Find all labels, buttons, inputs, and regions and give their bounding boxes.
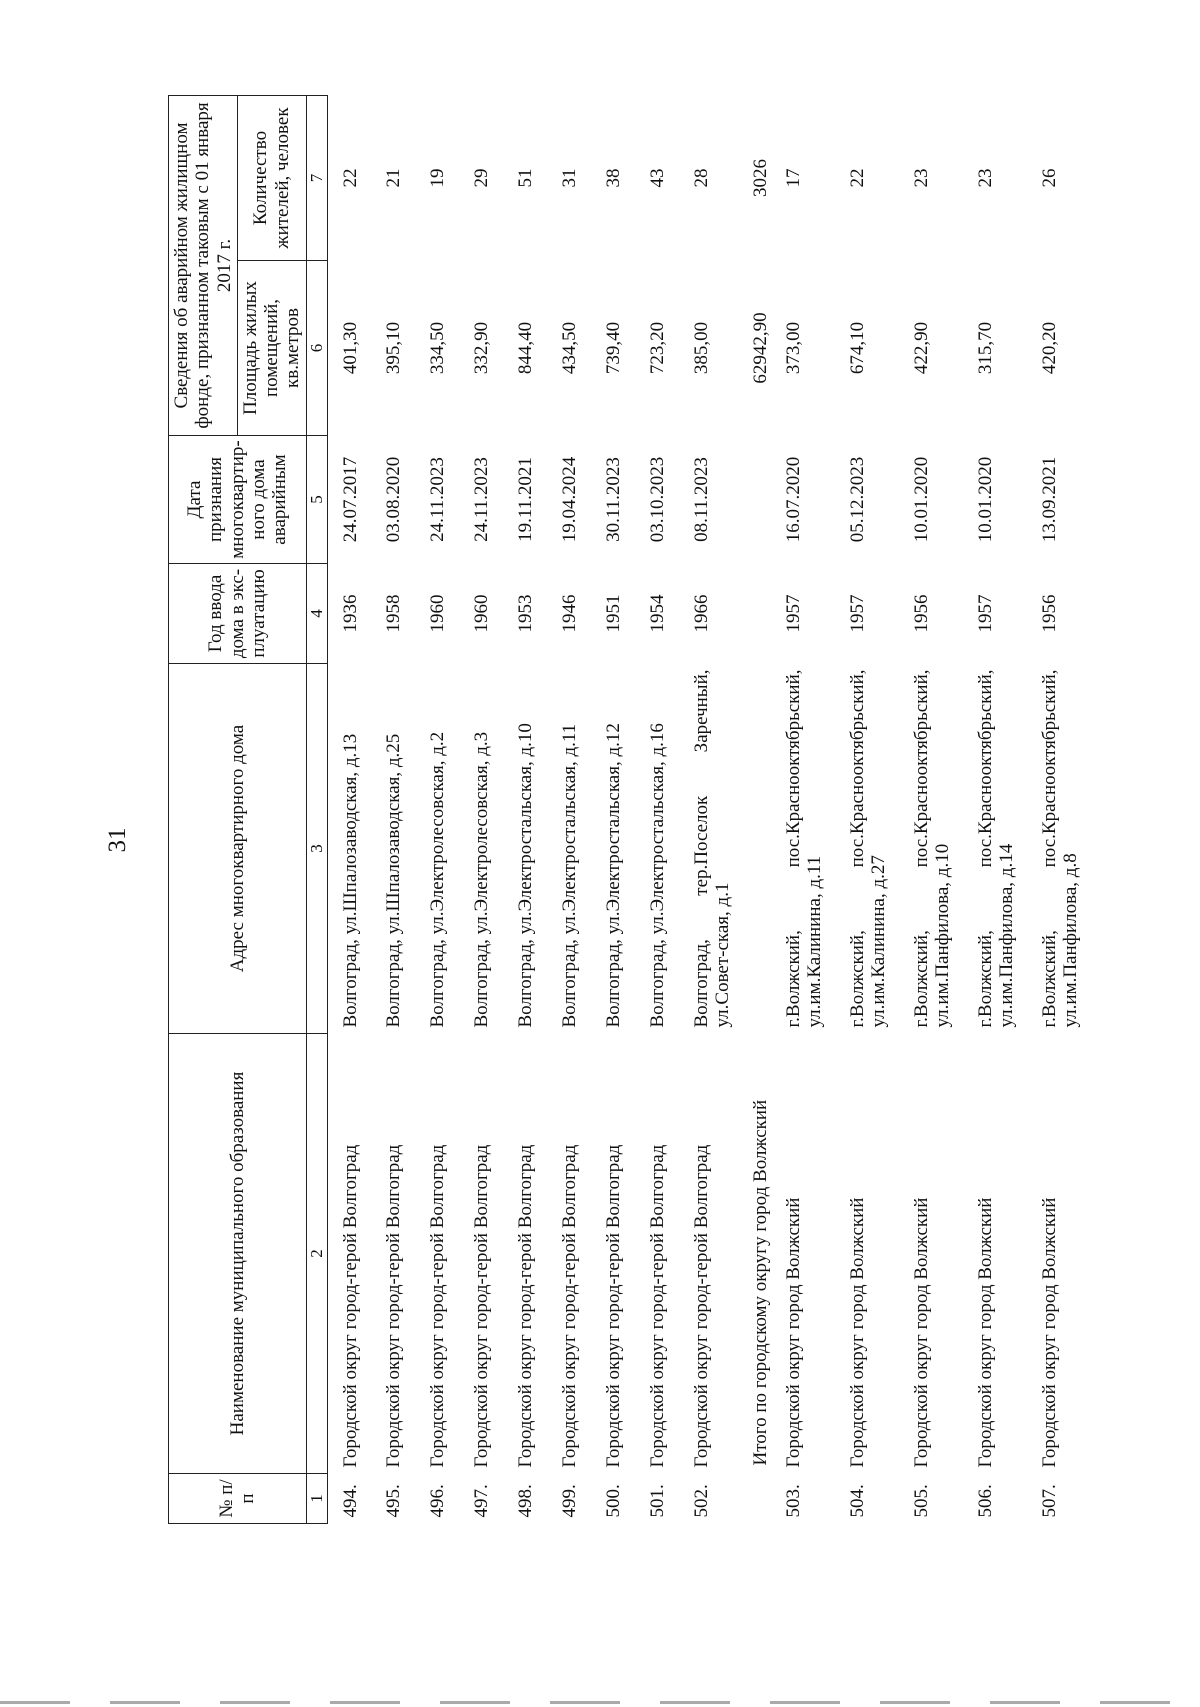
year-cell: 1958 <box>383 594 405 633</box>
people-cell: 26 <box>1038 168 1060 188</box>
area-cell: 401,30 <box>339 321 361 375</box>
date-cell: 19.04.2024 <box>559 456 581 543</box>
total-label: Итого по городскому округу город Волжский <box>749 1099 771 1466</box>
column-numbers-row <box>306 96 327 1524</box>
municipality-cell: Городской округ город-герой Волгоград <box>647 1144 669 1468</box>
row-number: 499. <box>559 1484 581 1518</box>
date-cell: 24.11.2023 <box>471 457 493 542</box>
area-cell: 420,20 <box>1038 321 1060 375</box>
year-cell: 1960 <box>471 594 493 633</box>
row-number: 504. <box>846 1484 868 1518</box>
scan-edge-artifact <box>0 1701 1200 1704</box>
header-date: Дата признания многоквартир-ного дома аварийным <box>169 436 307 564</box>
people-cell: 43 <box>647 168 669 188</box>
row-number: 506. <box>974 1484 996 1518</box>
date-cell: 24.11.2023 <box>427 457 449 542</box>
row-number: 498. <box>515 1484 537 1518</box>
table-header <box>169 96 328 1524</box>
column-number: 3 <box>306 664 327 1034</box>
row-number: 503. <box>782 1484 804 1518</box>
row-number: 497. <box>471 1484 493 1518</box>
people-cell: 17 <box>782 168 804 188</box>
row-number: 495. <box>383 1484 405 1518</box>
people-cell: 22 <box>339 168 361 188</box>
area-cell: 315,70 <box>974 321 996 375</box>
date-cell: 13.09.2021 <box>1038 456 1060 543</box>
year-cell: 1956 <box>910 594 932 633</box>
area-cell: 334,50 <box>427 321 449 375</box>
date-cell: 24.07.2017 <box>339 456 361 543</box>
table-row <box>371 96 415 1524</box>
rotated-table-container <box>168 96 1082 1524</box>
area-cell: 434,50 <box>559 321 581 375</box>
municipality-cell: Городской округ город-герой Волгоград <box>691 1144 713 1468</box>
year-cell: 1954 <box>647 594 669 633</box>
row-number: 507. <box>1038 1484 1060 1518</box>
municipality-cell: Городской округ город-герой Волгоград <box>603 1144 625 1468</box>
people-cell: 29 <box>471 168 493 188</box>
year-cell: 1951 <box>603 594 625 633</box>
date-cell: 05.12.2023 <box>846 456 868 543</box>
address-cell: Волгоград, ул.Электролесовская, д.2 <box>427 731 449 1028</box>
address-cell: г.Волжский, пос.Краснооктябрьский, ул.им.Панфилова, д.10 <box>910 669 954 1028</box>
table-row <box>771 96 835 1524</box>
date-cell: 03.10.2023 <box>647 456 669 543</box>
address-cell: Волгоград, ул.Электростальская, д.11 <box>559 723 581 1028</box>
header-people: Количество жителей, человек <box>237 96 306 261</box>
area-cell: 844,40 <box>515 321 537 375</box>
date-cell: 30.11.2023 <box>603 457 625 542</box>
area-cell: 385,00 <box>691 321 713 375</box>
table-row <box>679 96 734 1524</box>
table-row <box>835 96 899 1524</box>
header-area: Площадь жилых помещений, кв.метров <box>237 261 306 436</box>
municipality-cell: Городской округ город-герой Волгоград <box>383 1144 405 1468</box>
year-cell: 1957 <box>846 594 868 633</box>
column-number: 1 <box>306 1474 327 1524</box>
total-people: 3026 <box>749 159 771 197</box>
address-cell: Волгоград, ул.Шпалозаводская, д.25 <box>383 733 405 1028</box>
page-number: 31 <box>104 827 131 853</box>
year-cell: 1953 <box>515 594 537 633</box>
date-cell: 19.11.2021 <box>515 457 537 542</box>
municipality-cell: Городской округ город-герой Волгоград <box>339 1144 361 1468</box>
people-cell: 51 <box>515 168 537 188</box>
date-cell: 03.08.2020 <box>383 456 405 543</box>
address-cell: Волгоград, ул.Электростальская, д.16 <box>647 723 669 1028</box>
date-cell: 10.01.2020 <box>974 456 996 543</box>
people-cell: 23 <box>910 168 932 188</box>
municipality-cell: Городской округ город-герой Волгоград <box>427 1144 449 1468</box>
area-cell: 739,40 <box>603 321 625 375</box>
total-row <box>734 96 771 1524</box>
address-cell: Волгоград, ул.Шпалозаводская, д.13 <box>339 733 361 1028</box>
row-number: 505. <box>910 1484 932 1518</box>
row-number: 501. <box>647 1484 669 1518</box>
municipality-cell: Городской округ город Волжский <box>782 1197 804 1468</box>
column-number: 2 <box>306 1034 327 1474</box>
people-cell: 31 <box>559 168 581 188</box>
municipality-cell: Городской округ город-герой Волгоград <box>515 1144 537 1468</box>
volgograd-rows <box>327 96 734 1524</box>
column-number: 4 <box>306 564 327 664</box>
table-row <box>1027 96 1091 1524</box>
people-cell: 28 <box>691 168 713 188</box>
year-cell: 1957 <box>974 594 996 633</box>
area-cell: 422,90 <box>910 321 932 375</box>
total-section <box>734 96 771 1524</box>
area-cell: 332,90 <box>471 321 493 375</box>
table-row <box>899 96 963 1524</box>
area-cell: 674,10 <box>846 321 868 375</box>
header-group: Сведения об аварийном жилищном фонде, признанном таковым с 01 января 2017 г. <box>169 96 238 436</box>
year-cell: 1936 <box>339 594 361 633</box>
municipality-cell: Городской округ город Волжский <box>1038 1197 1060 1468</box>
header-municipality: Наименование муниципального образования <box>169 1034 307 1474</box>
date-cell: 16.07.2020 <box>782 456 804 543</box>
total-area: 62942,90 <box>749 312 771 384</box>
volzhsky-rows <box>771 96 1091 1524</box>
address-cell: Волгоград, ул.Электростальская, д.12 <box>603 723 625 1028</box>
table-row <box>503 96 547 1524</box>
address-cell: г.Волжский, пос.Краснооктябрьский, ул.им.Панфилова, д.14 <box>974 669 1018 1028</box>
address-cell: Волгоград, тер.Поселок Заречный, ул.Совет-ская, д.1 <box>691 669 734 1028</box>
row-number: 502. <box>691 1484 713 1518</box>
row-number: 494. <box>339 1484 361 1518</box>
header-year: Год ввода дома в экс-плуатацию <box>169 564 307 664</box>
address-cell: г.Волжский, пос.Краснооктябрьский, ул.им.Калинина, д.11 <box>782 669 826 1028</box>
area-cell: 723,20 <box>647 321 669 375</box>
municipality-cell: Городской округ город Волжский <box>974 1197 996 1468</box>
people-cell: 22 <box>846 168 868 188</box>
table-row <box>635 96 679 1524</box>
year-cell: 1966 <box>691 594 713 633</box>
column-number: 5 <box>306 436 327 564</box>
row-number: 500. <box>603 1484 625 1518</box>
table-row <box>459 96 503 1524</box>
municipality-cell: Городской округ город-герой Волгоград <box>471 1144 493 1468</box>
municipality-cell: Городской округ город Волжский <box>846 1197 868 1468</box>
date-cell: 10.01.2020 <box>910 456 932 543</box>
emergency-housing-table <box>168 95 1091 1524</box>
people-cell: 19 <box>427 168 449 188</box>
year-cell: 1946 <box>559 594 581 633</box>
header-number: № п/п <box>169 1474 307 1524</box>
municipality-cell: Городской округ город Волжский <box>910 1197 932 1468</box>
table-row <box>547 96 591 1524</box>
year-cell: 1957 <box>782 594 804 633</box>
year-cell: 1956 <box>1038 594 1060 633</box>
address-cell: Волгоград, ул.Электролесовская, д.3 <box>471 731 493 1028</box>
area-cell: 373,00 <box>782 321 804 375</box>
address-cell: г.Волжский, пос.Краснооктябрьский, ул.им.Калинина, д.27 <box>846 669 890 1028</box>
table-row <box>415 96 459 1524</box>
header-address: Адрес многоквартирного дома <box>169 664 307 1034</box>
date-cell: 08.11.2023 <box>691 457 713 542</box>
area-cell: 395,10 <box>383 321 405 375</box>
people-cell: 38 <box>603 168 625 188</box>
table-row <box>591 96 635 1524</box>
year-cell: 1960 <box>427 594 449 633</box>
table-row <box>327 96 371 1524</box>
address-cell: Волгоград, ул.Электростальская, д.10 <box>515 723 537 1028</box>
address-cell: г.Волжский, пос.Краснооктябрьский, ул.им.Панфилова, д.8 <box>1038 669 1082 1028</box>
column-number: 6 <box>306 261 327 436</box>
people-cell: 21 <box>383 168 405 188</box>
column-number: 7 <box>306 96 327 261</box>
row-number: 496. <box>427 1484 449 1518</box>
table-row <box>963 96 1027 1524</box>
municipality-cell: Городской округ город-герой Волгоград <box>559 1144 581 1468</box>
people-cell: 23 <box>974 168 996 188</box>
